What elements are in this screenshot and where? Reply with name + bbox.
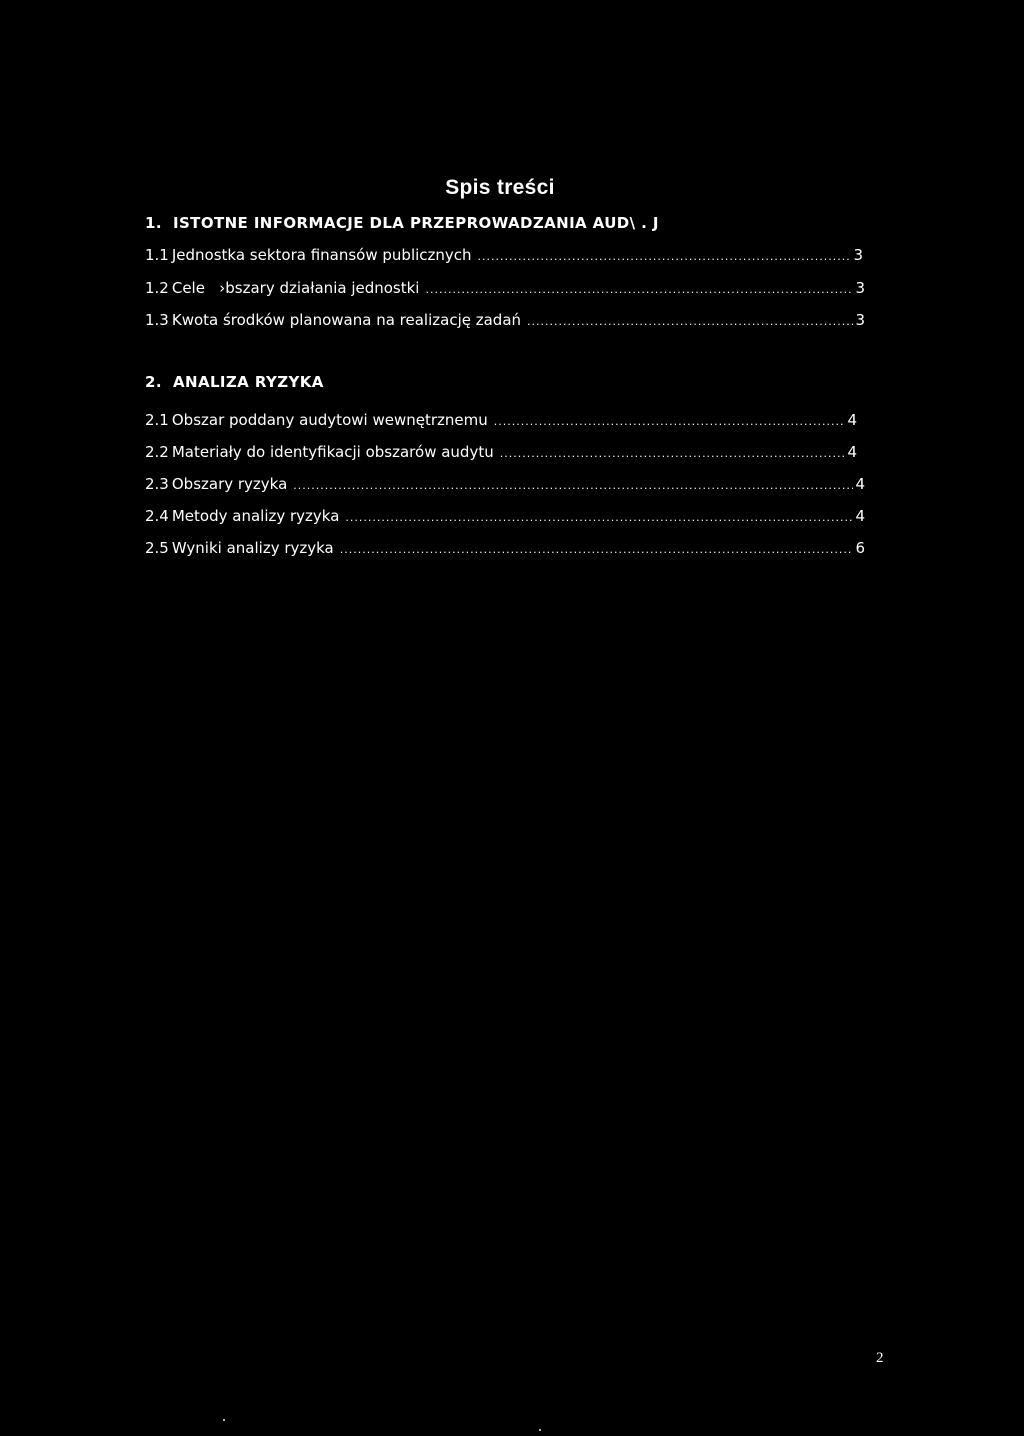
entry-title: Cele ›bszary działania jednostki	[171, 279, 420, 297]
toc-entry-2-3[interactable]	[145, 475, 865, 493]
entry-page-number: 3	[855, 279, 865, 297]
toc-entry-2-1[interactable]	[145, 411, 857, 429]
dot-leader	[345, 511, 853, 524]
entry-page-number: 4	[847, 443, 857, 461]
entry-page-number: 6	[855, 539, 865, 557]
toc-section-1[interactable]	[145, 214, 659, 232]
entry-number: 2.4	[145, 507, 169, 525]
dot-leader	[478, 250, 852, 263]
entry-title: Obszary ryzyka	[171, 475, 288, 493]
toc-section-2[interactable]	[145, 373, 324, 391]
dot-leader	[500, 447, 846, 460]
entry-page-number: 3	[853, 246, 863, 264]
dot-leader	[494, 415, 846, 428]
section-number: 2.	[145, 373, 162, 391]
scan-speck	[539, 1429, 541, 1431]
dot-leader	[425, 283, 853, 296]
entry-number: 1.1	[145, 246, 169, 264]
entry-page-number: 4	[847, 411, 857, 429]
toc-entry-1-1[interactable]	[145, 246, 863, 264]
section-number: 1.	[145, 214, 162, 232]
toc-entry-2-2[interactable]	[145, 443, 857, 461]
section-title: ISTOTNE INFORMACJE DLA PRZEPROWADZANIA AUD\ . J	[173, 214, 659, 232]
dot-leader	[293, 479, 853, 492]
page-number: 2	[876, 1350, 884, 1366]
entry-page-number: 4	[855, 507, 865, 525]
entry-number: 1.2	[145, 279, 169, 297]
entry-title: Kwota środków planowana na realizację zadań	[171, 311, 522, 329]
entry-title: Metody analizy ryzyka	[171, 507, 340, 525]
toc-entry-2-5[interactable]	[145, 539, 865, 557]
entry-page-number: 4	[855, 475, 865, 493]
toc-entry-2-4[interactable]	[145, 507, 865, 525]
entry-number: 2.2	[145, 443, 169, 461]
entry-number: 2.1	[145, 411, 169, 429]
toc-title: Spis treści	[445, 176, 555, 199]
scan-speck	[223, 1419, 225, 1421]
entry-title: Jednostka sektora finansów publicznych	[171, 246, 472, 264]
toc-entry-1-2[interactable]	[145, 279, 865, 297]
entry-title: Materiały do identyfikacji obszarów audytu	[171, 443, 494, 461]
dot-leader	[340, 543, 854, 556]
entry-title: Obszar poddany audytowi wewnętrznemu	[171, 411, 488, 429]
entry-page-number: 3	[855, 311, 865, 329]
entry-number: 2.3	[145, 475, 169, 493]
entry-title: Wyniki analizy ryzyka	[171, 539, 334, 557]
toc-entry-1-3[interactable]	[145, 311, 865, 329]
entry-number: 2.5	[145, 539, 169, 557]
entry-number: 1.3	[145, 311, 169, 329]
section-title: ANALIZA RYZYKA	[173, 373, 324, 391]
dot-leader	[527, 315, 853, 328]
